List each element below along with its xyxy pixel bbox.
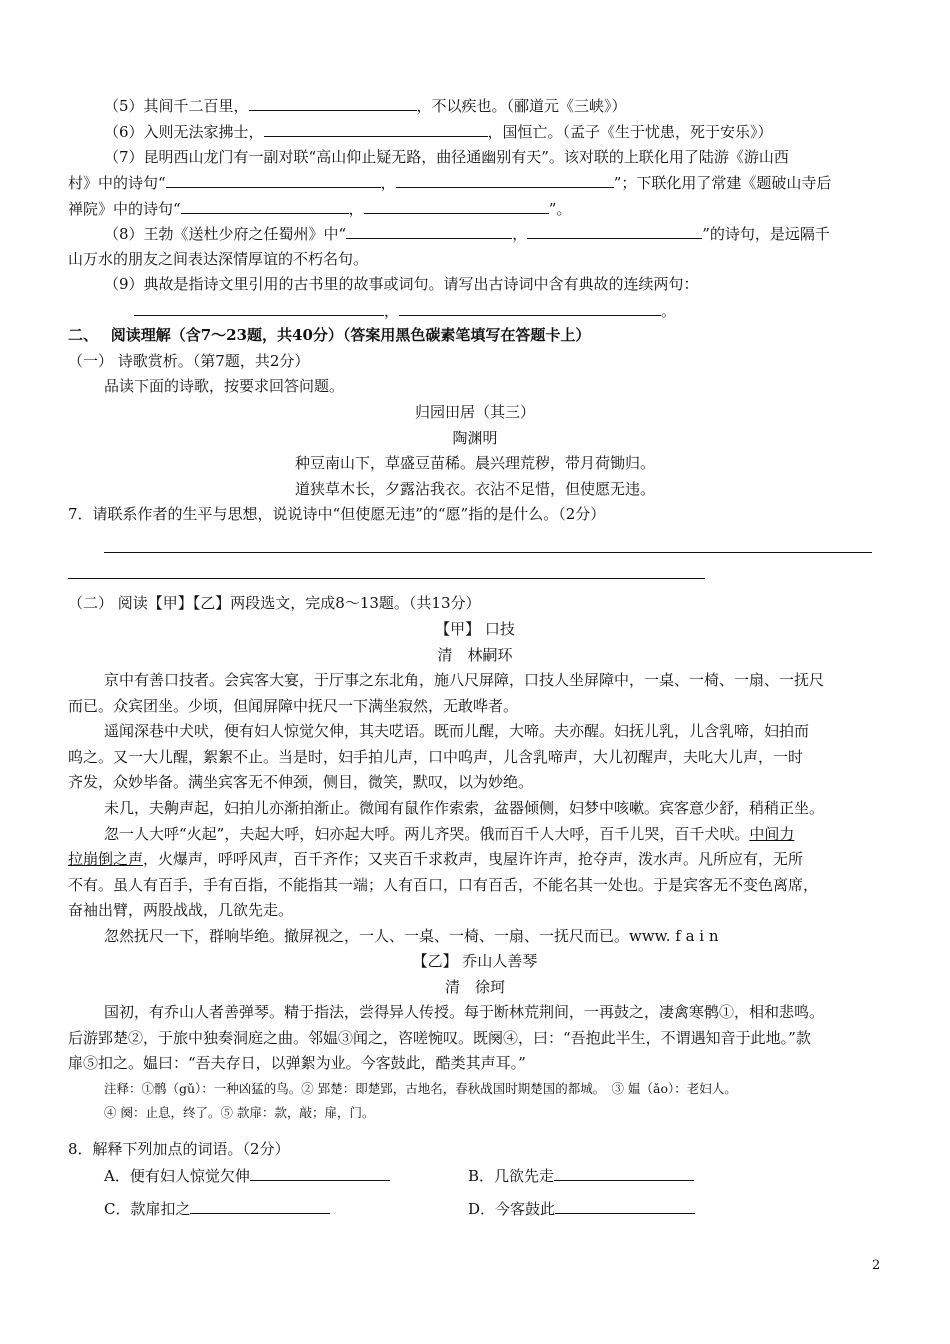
question-7-line2 [68, 170, 890, 196]
jia-para-2-line-3: 齐发，众妙毕备。满坐宾客无不伸颈，侧目，微笑，默叹，以为妙绝。 [68, 773, 534, 791]
jia-para-1-line-1: 京中有善口技者。会宾客大宴，于厅事之东北角，施八尺屏障，口技人坐屏障中，一桌、一椅、一扇、一抚尺 [104, 671, 825, 689]
q7-comma-1: ， [380, 174, 396, 192]
q8r-text-c: ”的诗句，是远隔千 [702, 225, 830, 243]
question-8-line2: 山万水的朋友之间表达深情厚谊的不朽名句。 [68, 250, 369, 268]
jia-para-2-line-2: 呜之。又一大儿醒，絮絮不止。当是时，妇手拍儿声，口中呜声，儿含乳啼声，大儿初醒声，夫叱大儿声，一时 [68, 748, 804, 766]
yi-title: 【乙】 乔山人善琴 [412, 952, 538, 970]
yi-para-line-1: 国初，有乔山人者善弹琴。精于指法，尝得异人传授。每于断林荒荆间，一再鼓之，凄禽寒鹘①，相和悲鸣。 [104, 1003, 825, 1021]
jia-underlined-phrase-b: 拉崩倒之声 [68, 850, 144, 868]
yi-para-line-2: 后游郢楚②，于旅中独奏洞庭之曲。邻媪③闻之，咨嗟惋叹。既阕④，曰：“吾抱此半生，不谓遇知音于此地。”款 [68, 1029, 811, 1047]
jia-para-4-line-2 [68, 847, 890, 872]
q8r-blank-2[interactable] [527, 221, 702, 239]
q7-text-f: ”。 [548, 200, 572, 218]
jia-para-5: 忽然抚尺一下，群响毕绝。撤屏视之，一人、一桌、一椅、一扇、一抚尺而已。www. f a i n [104, 927, 719, 945]
q8-option-a-blank[interactable] [250, 1163, 390, 1181]
jia-para-4-line-4: 奋袖出臂，两股战战，几欲先走。 [68, 901, 294, 919]
q8r-blank-1[interactable] [346, 221, 512, 239]
jia-author: 清 林嗣环 [437, 646, 513, 664]
poem-line-1: 种豆南山下，草盛豆苗稀。晨兴理荒秽，带月荷锄归。 [294, 454, 655, 472]
q6-suffix: ，国恒亡。（孟子《生于忧患，死于安乐》） [487, 123, 773, 141]
part-1-header: （一） 诗歌赏析。（第7题，共2分） [68, 352, 310, 370]
jia-para-1-line-2: 而已。众宾团坐。少顷，但闻屏障中抚尺一下满坐寂然，无敢哗者。 [68, 697, 519, 715]
q8-option-a-label: A．便有妇人惊觉欠伸 [104, 1167, 250, 1185]
question-9-line2 [134, 298, 950, 324]
yi-author: 清 徐珂 [444, 978, 505, 996]
q7-blank-1[interactable] [166, 170, 381, 188]
q8-option-c-label: C．款扉扣之 [104, 1200, 191, 1218]
jia-title: 【甲】 口技 [435, 620, 515, 638]
q7-comma-2: ， [348, 200, 364, 218]
jia-para-4-line-1 [104, 822, 926, 847]
q9-blank-1[interactable] [134, 298, 384, 316]
jia-underlined-phrase-a: 中间力 [749, 825, 795, 843]
question-7-poem: 7．请联系作者的生平与思想，说说诗中“但使愿无违”的“愿”指的是什么。（2分） [68, 505, 606, 523]
q7-text-c: ”；下联化用了常建《题破山寺后 [613, 174, 832, 192]
q5-answer-blank[interactable] [249, 93, 417, 111]
section-2-title: 二、 阅读理解（含7～23题，共40分）（答案用黑色碳素笔填写在答题卡上） [68, 326, 591, 344]
q9-comma: ， [384, 302, 400, 320]
q5-prefix: （5）其间千二百里， [104, 97, 249, 115]
q9-period: 。 [661, 302, 677, 320]
q7-blank-2[interactable] [396, 170, 614, 188]
jia-para-3: 未几，夫齁声起，妇拍儿亦渐拍渐止。微闻有鼠作作索索，盆器倾侧，妇梦中咳嗽。宾客意少舒，稍稍正坐。 [104, 799, 825, 817]
q8-option-b-label: B．几欲先走 [468, 1167, 555, 1185]
answer-line-1[interactable] [104, 552, 872, 553]
poem-title: 归园田居（其三） [414, 403, 535, 421]
q9-blank-2[interactable] [399, 298, 661, 316]
question-5 [104, 93, 926, 119]
jia-para-4-text-a: 忽一人大呼“火起”，夫起大呼，妇亦起大呼。两儿齐哭。俄而百千人大呼，百千儿哭，百千犬吠。 [104, 825, 750, 843]
q6-answer-blank[interactable] [264, 119, 488, 137]
question-7-line3 [68, 196, 890, 222]
question-8: 8．解释下列加点的词语。（2分） [68, 1140, 290, 1158]
q7-blank-4[interactable] [364, 196, 549, 214]
q6-prefix: （6）入则无法家拂士， [104, 123, 264, 141]
jia-para-4-text-b: ，火爆声，呼呼风声，百千齐作；又夹百千求救声，曳屋许许声，抢夺声，泼水声。凡所应有，无所 [143, 850, 804, 868]
question-7-line1: （7）昆明西山龙门有一副对联“高山仰止疑无路，曲径通幽别有天”。该对联的上联化用了陆游《游山西 [104, 148, 789, 166]
part-2-header: （二） 阅读【甲】【乙】两段选文，完成8～13题。（共13分） [68, 594, 481, 612]
q7-text-a: 村》中的诗句“ [68, 174, 166, 192]
q7-text-d: 禅院》中的诗句“ [68, 200, 181, 218]
question-9-line1: （9）典故是指诗文里引用的古书里的故事或词句。请写出古诗词中含有典故的连续两句： [104, 275, 699, 293]
q8r-comma: ， [512, 225, 528, 243]
q8-option-d [468, 1196, 888, 1222]
q8-option-d-blank[interactable] [555, 1196, 695, 1214]
page-number: 2 [872, 1258, 881, 1273]
q5-suffix: ，不以疾也。（郦道元《三峡》） [416, 97, 627, 115]
question-8-line1 [104, 221, 926, 247]
q8r-text-a: （8）王勃《送杜少府之任蜀州》中“ [104, 225, 347, 243]
poem-line-2: 道狭草木长，夕露沾我衣。衣沾不足惜，但使愿无违。 [294, 480, 655, 498]
q8-option-c-blank[interactable] [190, 1196, 330, 1214]
poem-author: 陶渊明 [452, 429, 498, 447]
q7-blank-3[interactable] [181, 196, 349, 214]
question-6 [104, 119, 926, 145]
yi-para-line-3: 扉⑤扣之。媪曰：“吾夫存日，以弹絮为业。今客鼓此，酷类其声耳。” [68, 1054, 526, 1072]
jia-para-2-line-1: 遥闻深巷中犬吠，便有妇人惊觉欠伸，其夫呓语。既而儿醒，大啼。夫亦醒。妇抚儿乳，儿含乳啼，妇拍而 [104, 722, 810, 740]
jia-para-4-line-3: 不有。虽人有百手，手有百指，不能指其一端；人有百口，口有百舌，不能名其一处也。于是宾客无不变色离席， [68, 876, 819, 894]
q8-option-b [468, 1163, 888, 1189]
notes-line-1: 注释：①鹘（gǔ）：一种凶猛的鸟。② 郢楚：即楚郢，古地名，春秋战国时期楚国的都城。 ③ 媪（ǎo）：老妇人。 [104, 1081, 737, 1096]
q8-option-b-blank[interactable] [554, 1163, 694, 1181]
notes-line-2: ④ 阕：止息，终了。⑤ 款扉：款，敲；扉，门。 [104, 1105, 375, 1120]
q8-option-d-label: D．今客鼓此 [468, 1200, 556, 1218]
part-1-instruction: 品读下面的诗歌，按要求回答问题。 [104, 377, 345, 395]
answer-line-2[interactable] [68, 578, 705, 579]
